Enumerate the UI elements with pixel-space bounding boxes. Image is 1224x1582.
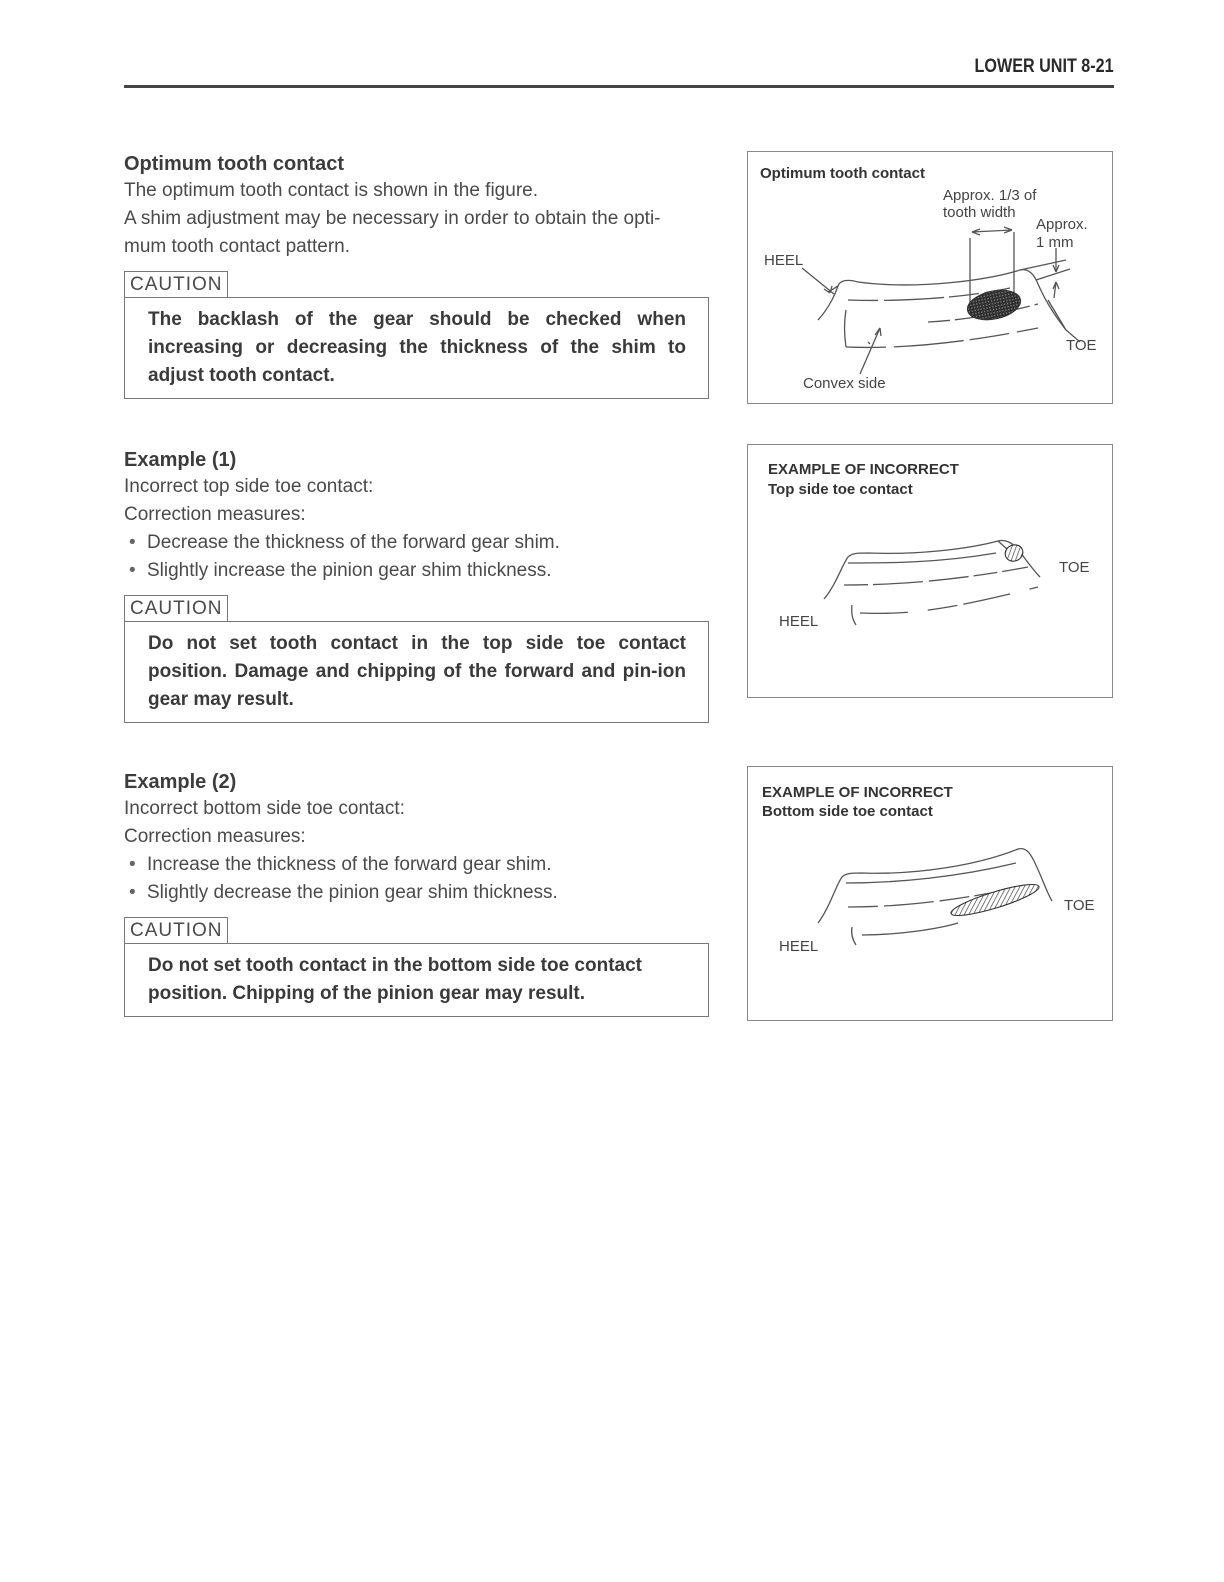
list-item: • Increase the thickness of the forward gear shim. <box>124 851 724 879</box>
section-title: Optimum tooth contact <box>124 153 344 175</box>
section-optimum <box>124 151 724 399</box>
paragraph-line: The optimum tooth contact is shown in the figure. <box>124 180 538 201</box>
heel-label: HEEL <box>779 613 819 630</box>
heel-label: HEEL <box>764 252 804 269</box>
approx-mm-label: Approx. <box>1036 216 1088 233</box>
figure-optimum-contact <box>747 151 1113 404</box>
paragraph-line: mum tooth contact pattern. <box>124 236 351 257</box>
caution-box: The backlash of the gear should be checked when increasing or decreasing the thickness of the shim to adjust tooth contact. <box>124 297 709 399</box>
figure-subtitle: Top side toe contact <box>768 481 913 498</box>
bullet-list <box>124 851 724 907</box>
toe-label: TOE <box>1059 559 1090 576</box>
list-item: • Slightly decrease the pinion gear shim thickness. <box>124 879 724 907</box>
heel-label: HEEL <box>779 938 819 955</box>
toe-label: TOE <box>1066 337 1097 354</box>
header-title: LOWER UNIT 8-21 <box>974 56 1114 77</box>
caution-label: CAUTION <box>124 595 228 621</box>
convex-side-label: Convex side <box>803 375 886 392</box>
list-item: • Decrease the thickness of the forward gear shim. <box>124 529 724 557</box>
figure-incorrect-bottom-toe <box>747 766 1113 1021</box>
caution-box: Do not set tooth contact in the bottom side toe contact position. Chipping of the pinion gear may result. <box>124 943 709 1017</box>
caution-box: Do not set tooth contact in the top side toe contact position. Damage and chipping of the forward and pin-ion gear may result. <box>124 621 709 723</box>
page-header <box>124 54 1114 88</box>
list-item: • Slightly increase the pinion gear shim thickness. <box>124 557 724 585</box>
figure-incorrect-top-toe <box>747 444 1113 698</box>
paragraph-line: Incorrect top side toe contact: <box>124 476 374 497</box>
figure-title: Optimum tooth contact <box>760 165 925 182</box>
section-title: Example (2) <box>124 771 237 793</box>
paragraph-line: Correction measures: <box>124 826 306 847</box>
approx-width-label: Approx. 1/3 of <box>943 187 1037 204</box>
bullet-list <box>124 529 724 585</box>
paragraph-line: A shim adjustment may be necessary in order to obtain the opti- <box>124 208 661 229</box>
approx-width-label: tooth width <box>943 204 1016 221</box>
figure-title: EXAMPLE OF INCORRECT <box>762 784 953 801</box>
gear-tooth-drawing <box>748 152 1114 405</box>
paragraph-line: Correction measures: <box>124 504 306 525</box>
caution-label: CAUTION <box>124 271 228 297</box>
toe-label: TOE <box>1064 897 1095 914</box>
section-title: Example (1) <box>124 449 237 471</box>
header-rule <box>124 85 1114 88</box>
figure-subtitle: Bottom side toe contact <box>762 803 933 820</box>
caution-label: CAUTION <box>124 917 228 943</box>
section-example-2 <box>124 769 724 1017</box>
approx-mm-label: 1 mm <box>1036 234 1074 251</box>
figure-title: EXAMPLE OF INCORRECT <box>768 461 959 478</box>
paragraph-line: Incorrect bottom side toe contact: <box>124 798 405 819</box>
section-example-1 <box>124 447 724 723</box>
